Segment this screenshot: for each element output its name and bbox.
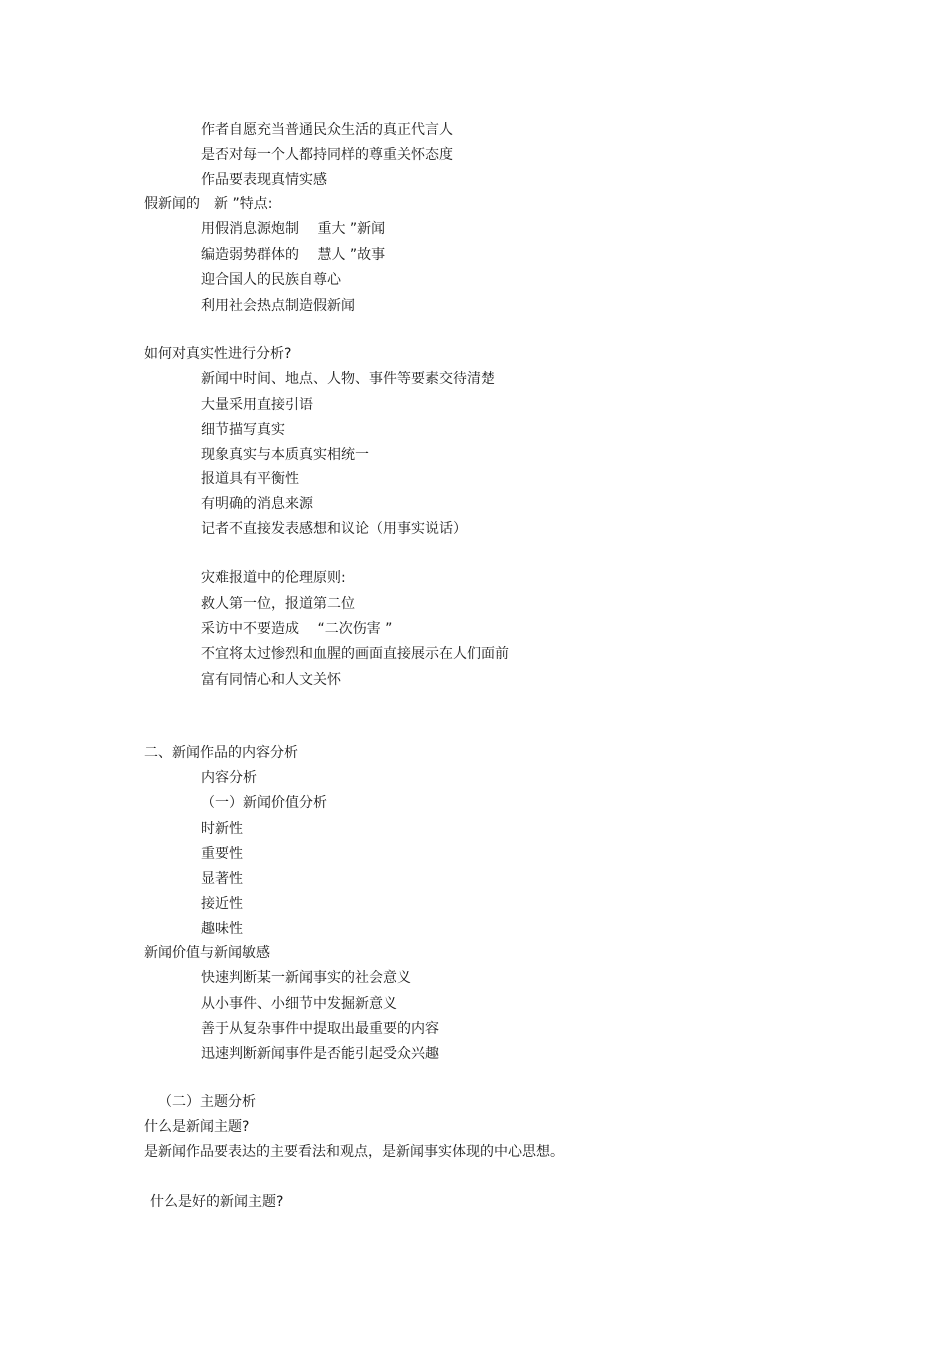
text-line: 大量采用直接引语 [201,397,313,413]
text-line: 时新性 [201,821,243,837]
text-line: 快速判断某一新闻事实的社会意义 [201,970,411,986]
text-line: 显著性 [201,871,243,887]
section-heading: 灾难报道中的伦理原则: [201,570,346,586]
section-heading: 假新闻的 新 ”特点: [144,196,273,212]
section-heading: 新闻价值与新闻敏感 [144,945,270,961]
text-line: 内容分析 [201,770,257,786]
text-line: 富有同情心和人文关怀 [201,672,341,688]
section-heading: 如何对真实性进行分析? [144,346,292,362]
text-line: 作品要表现真情实感 [201,172,327,188]
text-line: 救人第一位，报道第二位 [201,596,355,612]
question-line: 什么是好的新闻主题? [150,1194,284,1210]
text-line: 现象真实与本质真实相统一 [201,447,369,463]
text-line: 细节描写真实 [201,422,285,438]
question-line: 什么是新闻主题? [144,1119,250,1135]
text-line: 是新闻作品要表达的主要看法和观点，是新闻事实体现的中心思想。 [144,1144,564,1160]
text-line: 编造弱势群体的 慧人 ”故事 [201,247,386,263]
text-line: 采访中不要造成 “二次伤害 ” [201,621,393,637]
text-line: 接近性 [201,896,243,912]
text-line: 从小事件、小细节中发掘新意义 [201,996,397,1012]
text-line: 善于从复杂事件中提取出最重要的内容 [201,1021,439,1037]
chapter-heading: 二、新闻作品的内容分析 [144,745,298,761]
text-line: 利用社会热点制造假新闻 [201,298,355,314]
text-line: 迅速判断新闻事件是否能引起受众兴趣 [201,1046,439,1062]
text-line: 新闻中时间、地点、人物、事件等要素交待清楚 [201,371,495,387]
text-line: 趣味性 [201,921,243,937]
subsection-heading: （一）新闻价值分析 [201,795,327,811]
subsection-heading: （二）主题分析 [158,1094,256,1110]
text-line: 有明确的消息来源 [201,496,313,512]
text-line: 迎合国人的民族自尊心 [201,272,341,288]
text-line: 不宜将太过惨烈和血腥的画面直接展示在人们面前 [201,646,509,662]
text-line: 重要性 [201,846,243,862]
text-line: 记者不直接发表感想和议论（用事实说话） [201,521,467,537]
text-line: 是否对每一个人都持同样的尊重关怀态度 [201,147,453,163]
text-line: 用假消息源炮制 重大 ”新闻 [201,221,386,237]
text-line: 报道具有平衡性 [201,471,299,487]
text-line: 作者自愿充当普通民众生活的真正代言人 [201,122,453,138]
